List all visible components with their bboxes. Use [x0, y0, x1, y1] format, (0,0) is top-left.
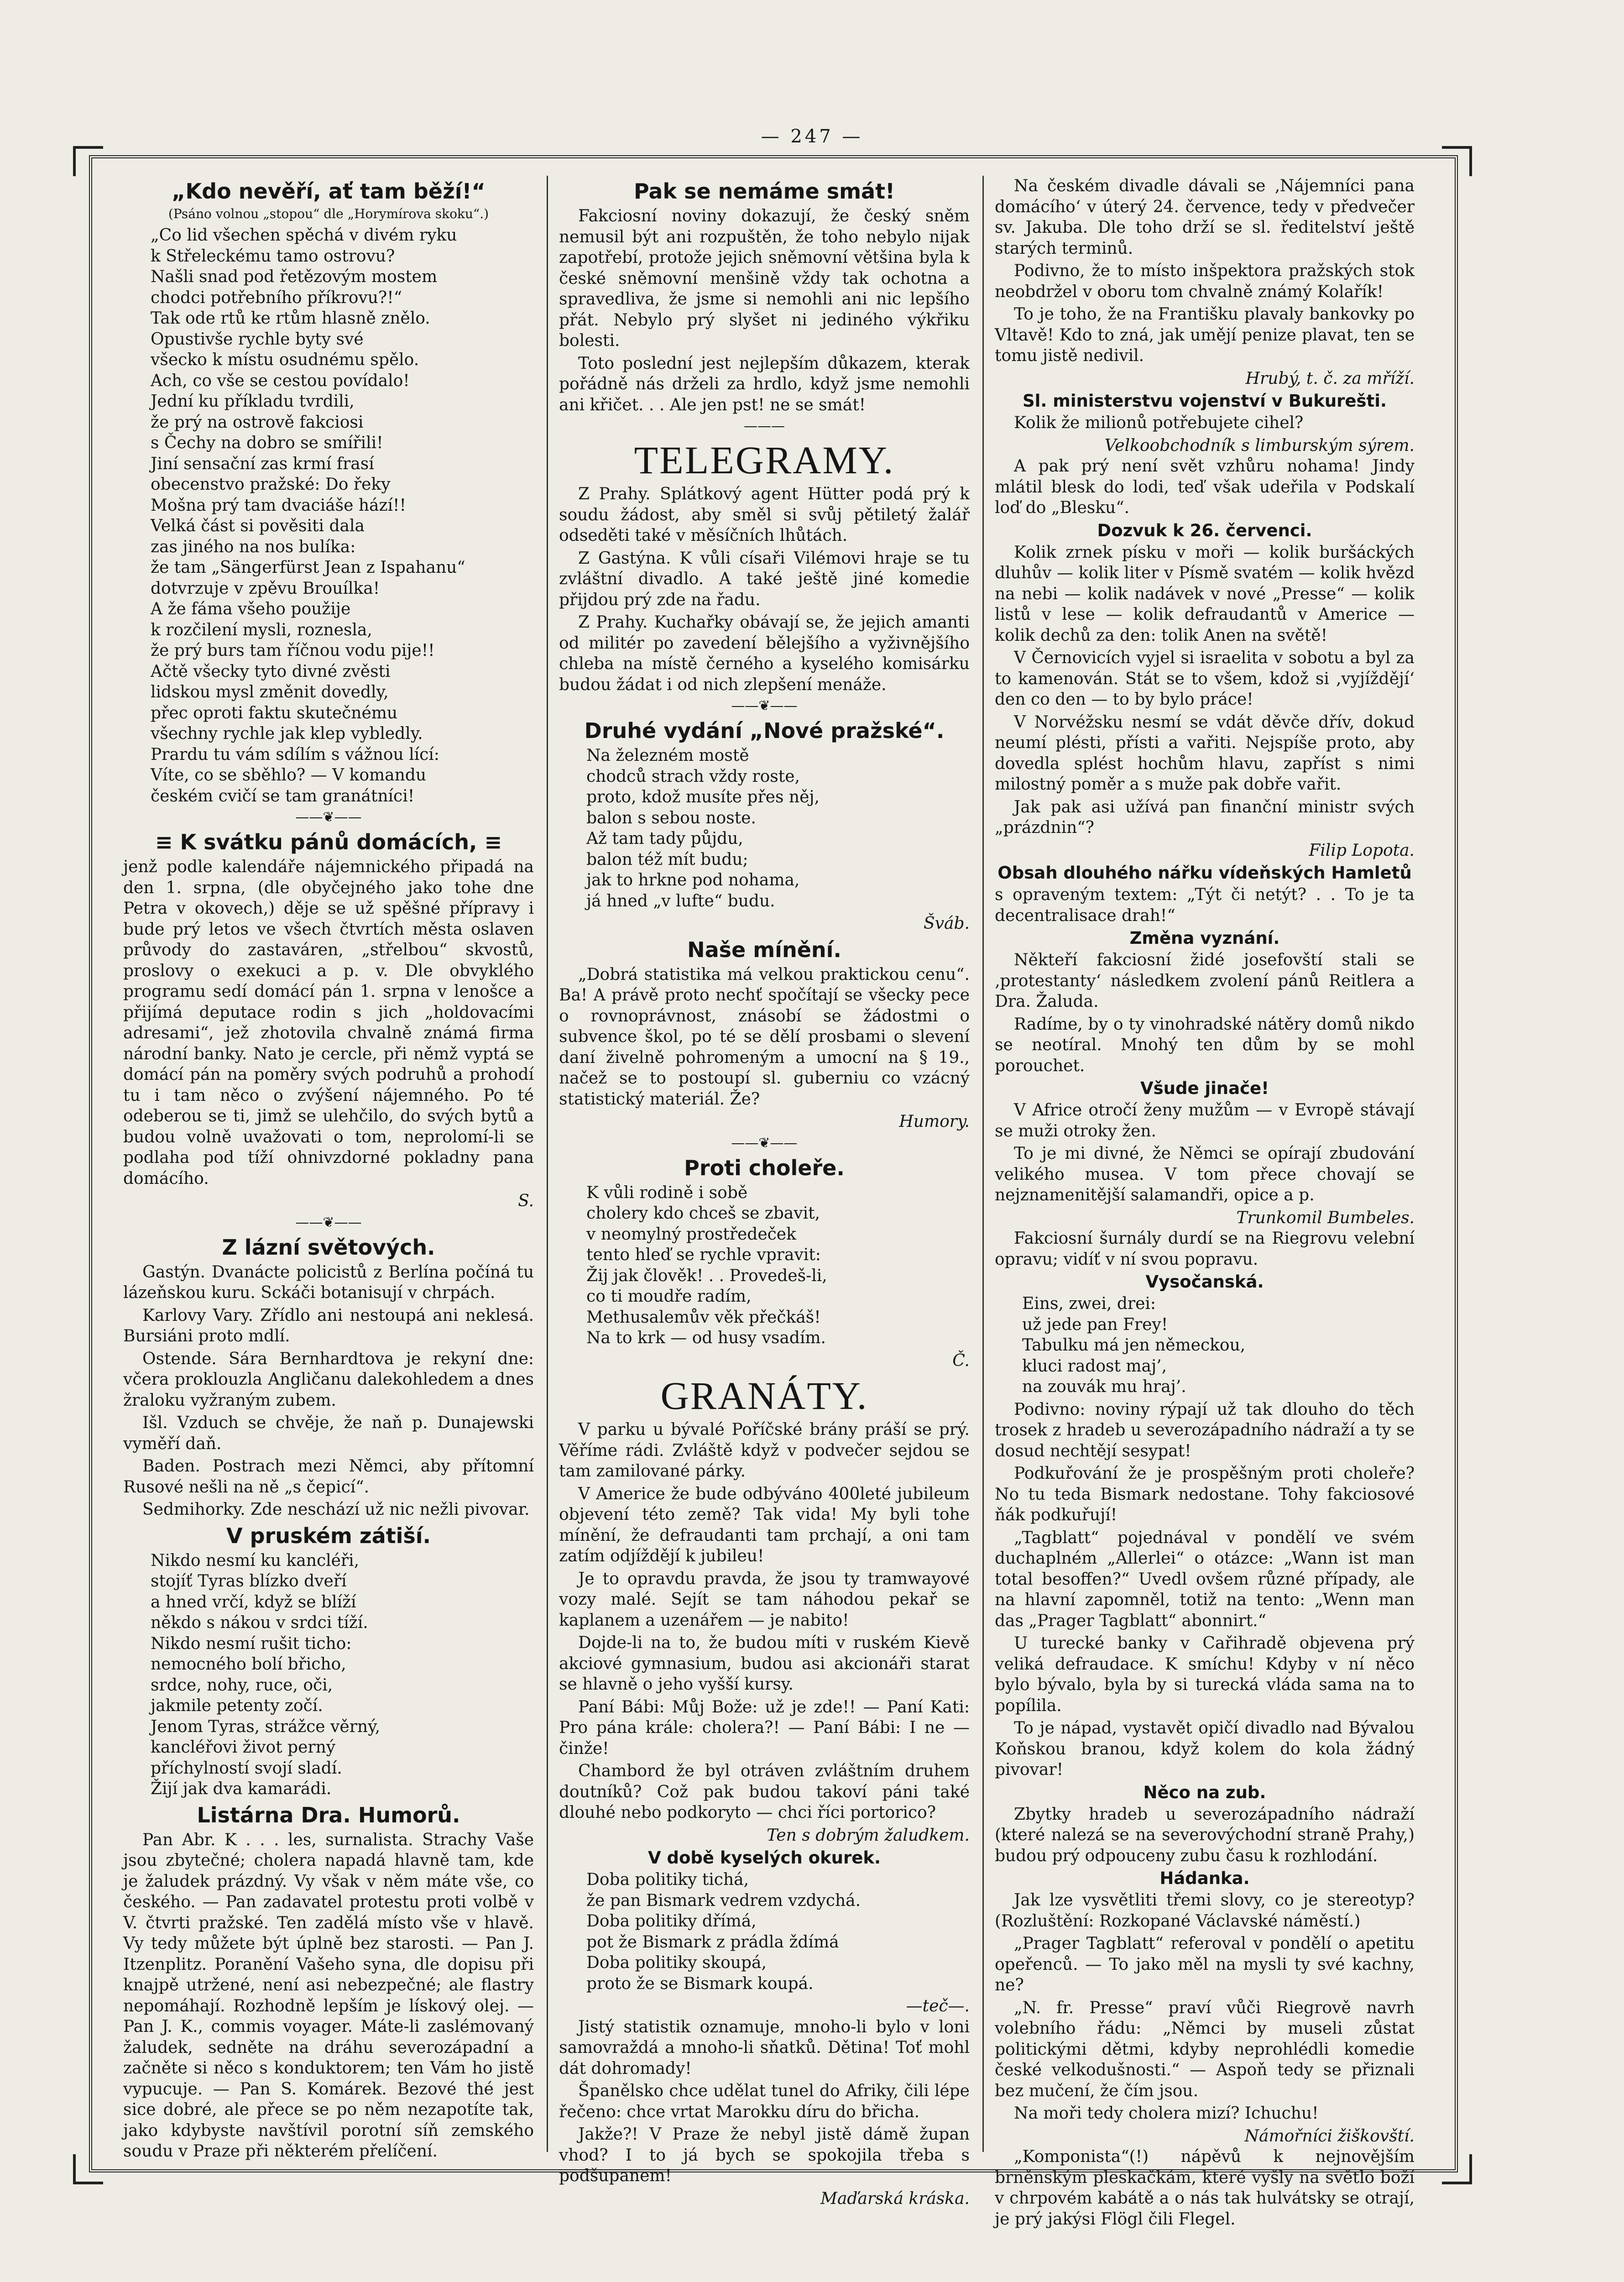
- verse-line: všecko k místu osudnému spělo.: [151, 351, 419, 369]
- poem-signature: —teč—.: [906, 1997, 970, 2015]
- spa-item: Karlovy Vary. Zřídlo ani nestoupá ani neklesá. Bursiáni proto mdlí.: [123, 1306, 534, 1345]
- verse-line: že prý burs tam říčnou vodu pije!!: [151, 641, 435, 660]
- verse-line: kluci radost maj’,: [1022, 1356, 1167, 1376]
- verse-line: proto, kdož musíte přes něj,: [586, 788, 820, 806]
- granaty-list: [559, 1419, 970, 1823]
- note-item: Podivno: noviny rýpají už tak dlouho do těch trosek z hradeb u severozápadního nádraží a ty se dosud nechtějí sesypat!: [995, 1400, 1415, 1460]
- note-confession: Někteří fakciosní židé josefovští stali se ‚protestanty‘ následkem zvolení pánů Reitlera a Dra. Žaluda.: [995, 951, 1415, 1011]
- verse-line: Velká část si pověsiti dala: [151, 517, 365, 535]
- section-title-vysocany: Vysočanská.: [1145, 1272, 1264, 1292]
- verse-line: chodců strach vždy roste,: [586, 767, 800, 786]
- spa-item: Sedmihorky. Zde neschází už nic nežli pivovar.: [142, 1500, 530, 1519]
- poem-title: „Kdo nevěří, ať tam běží!“: [172, 179, 486, 204]
- verse-line: Na železném mostě: [586, 746, 749, 765]
- verse-line: Ačtě všecky tyto divné zvěsti: [151, 662, 391, 681]
- section-title-everywhere: Všude jinače!: [1140, 1078, 1269, 1098]
- verse-line: „Co lid všechen spěchá v divém ryku: [151, 226, 457, 245]
- verse-line: Mošna prý tam dvaciáše hází!!: [151, 496, 406, 515]
- verse-line: Jiní sensační zas krmí frasí: [151, 454, 374, 473]
- verse-line: českém cvičí se tam granátníci!: [151, 786, 415, 806]
- section-title-opinion: Naše mínění.: [687, 937, 841, 962]
- spa-item: Gastýn. Dvanácte policistů z Berlína počíná tu lázeňskou kuru. Sckáči botanisují v chrpách.: [123, 1262, 534, 1302]
- verse-line: cholery kdo chceš se zbavit,: [586, 1204, 820, 1223]
- verse-line: s Čechy na dobro se smířili!: [151, 434, 383, 452]
- section-title-cucumbers: V době kyselých okurek.: [648, 1848, 881, 1868]
- section-title-landlords: ≡ K svátku pánů domácích, ≡: [155, 830, 502, 854]
- verse-line: K vůli rodině i sobě: [586, 1183, 748, 1202]
- section-title-ministry: Sl. ministerstvu vojenství v Bukurešti.: [1023, 391, 1387, 411]
- section-title-bite: Něco na zub.: [1143, 1782, 1266, 1802]
- verse-line: k rozčilení mysli, roznesla,: [151, 620, 372, 639]
- verse-line: Doba politiky tichá,: [586, 1870, 749, 1889]
- note-bite: Zbytky hradeb u severozápadního nádraží (které nalezá se na severovýchodní straně Prahy,) budou prý odpouceny zubu času k rozhlodání.: [995, 1805, 1415, 1865]
- section-title-confession: Změna vyznání.: [1129, 928, 1280, 948]
- note-everywhere-2: To je mi divné, že Němci se opírají zbudování velikého musea. V tom přece chovají se nejznamenitější salamandři, opice a p.: [995, 1144, 1415, 1204]
- page-number: — 247 —: [761, 126, 863, 147]
- granat-item: V Americe že bude odbýváno 400leté jubileum objevení této země? Tak vida! My byli tohe mínění, že defraudanti tam prchají, a oni tam zatím odjíždějí k jubileu!: [559, 1484, 970, 1565]
- article-signature: Ten s dobrým žaludkem.: [767, 1826, 970, 1845]
- verse-line: Víte, co se sběhlo? — V komandu: [151, 766, 427, 785]
- verse-line: už jede pan Frey!: [1022, 1315, 1168, 1334]
- verse-line: Žij jak člověk! . . Provedeš-li,: [586, 1266, 827, 1285]
- telegram-item: Z Prahy. Splátkový agent Hütter podá prý k soudu žádost, aby směl si svůj pětiletý žalář odseděti také v měsíčních lhůtách.: [559, 485, 970, 545]
- article-signature: Hrubý, t. č. za mříží.: [1245, 369, 1415, 388]
- ornament-divider: ——❦——: [731, 698, 798, 714]
- section-title-echo: Dozvuk k 26. červenci.: [1097, 520, 1312, 540]
- note-item: Na moři tedy cholera mizí? Ichuchu!: [1014, 2104, 1319, 2123]
- note-lightning: A pak prý není svět vzhůru nohama! Jindy mlátil blesk do lodi, teď však udeřila v Podskalí loď do „Blesku“.: [995, 457, 1415, 517]
- verse-line: na zouvák mu hraj’.: [1022, 1377, 1186, 1396]
- note-echo: Kolik zrnek písku v moři — kolik buršáckých dluhův — kolik liter v Písmě svatém — kolik hvězd na nebi — kolik nadávek v nové „Presse“ — kolik listů v lese — kolik defraudantů v Americe — kolik dechů za den: tolik Anen na světě!: [995, 543, 1415, 645]
- article-signature: Velkoobchodník s limburským sýrem.: [1104, 436, 1415, 455]
- section-title-prussia: V pruském zátiší.: [226, 1523, 431, 1548]
- verse-line: pot že Bismark z prádla ždímá: [586, 1932, 839, 1952]
- note-composer: „Komponista“(!) nápěvů k nejnovějším brněnským pleskačkám, které vyšly na světlo boží v chrpovém kabátě a o nás tak hulvátsky se otrají, je prý jakýsi Flögl čili Flegel.: [995, 2147, 1415, 2229]
- verse-line: obecenstvo pražské: Do řeky: [151, 475, 391, 494]
- frame-corner-top-left: [73, 146, 103, 176]
- verse-line: já hned „v lufte“ budu.: [586, 891, 775, 911]
- section-title-spas: Z lázní světových.: [222, 1235, 435, 1260]
- poem-verse: [123, 225, 534, 806]
- note-item: Na českém divadle dávali se ‚Nájemníci pana domácího‘ v úterý 24. července, tedy v předvečer sv. Jakuba. Dle toho drží se sl. ředitelství ještě starých terminů.: [995, 177, 1415, 258]
- article-signature: Maďarská kráska.: [820, 2189, 970, 2208]
- note-item: „N. fr. Presse“ praví vůči Riegrově navrh volebního řádu: „Němci by museli zůstat politickými dětmi, kdyby neprohlédli komedie české velkodušnosti.“ — Aspoň tedy se přiznali bez mučení, že čím jsou.: [995, 1998, 1415, 2100]
- verse-line: v neomylný prostředeček: [586, 1225, 796, 1244]
- granat-item: Dojde-li na to, že budou míti v ruském Kievě akciové gymnasium, budou asi akcionáři starat se hlavně o jeho vyšší kursy.: [559, 1633, 970, 1694]
- section-title-letters: Listárna Dra. Humorů.: [197, 1802, 460, 1827]
- granat-item: Jakže?! V Praze že nebyl jistě dámě župan vhod? I to já bych se spokojila třeba s podšupanem!: [559, 2125, 970, 2185]
- ornament-divider: ———: [744, 418, 785, 434]
- verse-line: Tak ode rtů ke rtům hlasně znělo.: [151, 309, 430, 328]
- verse-line: proto že se Bismark koupá.: [586, 1974, 814, 1993]
- verse-line: jakmile petenty zočí.: [151, 1696, 323, 1715]
- article-laugh-2: Toto poslední jest nejlepším důkazem, kterak pořádně nás drželi za hrdlo, když jsme nemohli ani křičet. . . Ale jen pst! ne se smát!: [559, 354, 970, 414]
- verse-line: Methusalemův věk přečkáš!: [586, 1308, 821, 1327]
- note-item: V Černovicích vyjel si israelita v sobotu a byl za to kamenován. Stát se to všem, kdož si ‚vyjíždějí‘ den co den — to by bylo práce!: [995, 649, 1415, 709]
- verse-line: zas jiného na nos bulíka:: [151, 537, 356, 556]
- note-item: „Tagblatt“ pojednával v pondělí ve svém duchaplném „Allerlei“ o otázce: „Wann ist man total besoffen?“ Uvedl ovšem různé případy, ale na hlavní zapomněl, totiž na tento: „Wenn man das „Prager Tagblatt“ abonnirt.“: [995, 1528, 1415, 1630]
- frame-corner-bottom-left: [73, 2154, 103, 2184]
- article-signature: Námořníci žiškovští.: [1244, 2126, 1415, 2146]
- note-riddle: Jak lze vysvětliti třemi slovy, co je stereotyp? (Rozluštění: Rozkopané Václavské náměstí.): [995, 1891, 1415, 1931]
- section-title-laugh: Pak se nemáme smát!: [633, 179, 895, 204]
- section-title-telegrams: TELEGRAMY.: [634, 438, 895, 482]
- poem-verse: [559, 1869, 970, 1994]
- verse-line: kancléřovi život perný: [151, 1738, 336, 1757]
- verse-line: tento hleď se rychle vpravit:: [586, 1246, 821, 1264]
- poem-signature: Č.: [952, 1351, 970, 1370]
- note-everywhere-3: Fakciosní šurnály durdí se na Riegrovu velební opravu; vidíť v ní svou popravu.: [995, 1229, 1415, 1269]
- notes-list: [995, 1399, 1415, 1780]
- poem-signature: Šváb.: [924, 914, 970, 933]
- verse-line: Na to krk — od husy vsadím.: [586, 1329, 826, 1347]
- verse-line: že prý na ostrově fakciosi: [151, 413, 364, 432]
- frame-corner-top-right: [1442, 146, 1472, 176]
- verse-line: Našli snad pod řetězovým mostem: [151, 267, 438, 286]
- notes-list: [995, 176, 1415, 366]
- note-item: To je toho, že na Františku plavaly bankovky po Vltavě! Kdo to zná, jak umějí penize plavat, ten se tomu jistě nedivil.: [995, 305, 1415, 365]
- granaty-list-2: [559, 2017, 970, 2187]
- frame-corner-bottom-right: [1442, 2154, 1472, 2184]
- telegram-list: [559, 484, 970, 695]
- verse-line: balon též mít budu;: [586, 850, 748, 869]
- verse-line: stojíť Tyras blízko dveří: [151, 1572, 347, 1591]
- notes-list: [995, 1933, 1415, 2124]
- verse-line: Doba politiky skoupá,: [586, 1953, 767, 1972]
- verse-line: Opustivše rychle byty své: [151, 330, 364, 349]
- poem-verse: [559, 745, 970, 911]
- granat-item: V parku u bývalé Poříčské brány práší se prý. Věříme rádi. Zvláště když v podvečer sejdou se tam zamilované párky.: [559, 1420, 970, 1481]
- poem-verse: [559, 1183, 970, 1349]
- article-opinion: „Dobrá statistika má velkou praktickou cenu“. Ba! A právě proto nechť spočítají se všecky pece o rovnoprávnost, znásobí se žádostmi o subvence škol, po té se dělí prosbami o slevení daní živelně pohromeným a umocní na § 19., načež se to postoupí sl. guberniu co vzácný statistický materiál. Že?: [559, 965, 970, 1109]
- ornament-divider: ——❦——: [295, 1214, 362, 1230]
- verse-line: Jenom Tyras, strážce věrný,: [151, 1717, 381, 1736]
- verse-line: chodci potřebního příkrovu?!“: [151, 288, 402, 307]
- note-item: Podivno, že to místo inšpektora pražských stok neobdržel v oboru tom chvalně známý Kolařík!: [995, 262, 1415, 301]
- section-title-hamlets: Obsah dlouhého nářku vídeňských Hamletů: [997, 863, 1412, 883]
- verse-line: dotvrzuje v zpěvu Brouílka!: [151, 579, 380, 598]
- poem-verse: [995, 1293, 1415, 1397]
- verse-line: někdo s nákou v srdci tíží.: [151, 1613, 368, 1632]
- spa-list: [123, 1262, 534, 1520]
- verse-line: příchylností svojí sladí.: [151, 1759, 342, 1778]
- article-signature: Filip Lopota.: [1309, 841, 1415, 860]
- note-ministry: Kolik že milionů potřebujete cihel?: [1014, 413, 1304, 432]
- verse-line: Ach, co vše se cestou povídalo!: [151, 371, 410, 390]
- verse-line: Žijí jak dva kamarádi.: [151, 1780, 332, 1798]
- verse-line: Tabulku má jen německou,: [1022, 1336, 1246, 1355]
- note-item: Jak pak asi užívá pan finanční ministr svých „prázdnin“?: [995, 797, 1415, 837]
- spa-item: Išl. Vzduch se chvěje, že naň p. Dunajewski vyměří daň.: [123, 1413, 534, 1453]
- column-rule-2: [982, 176, 984, 2152]
- verse-line: balon s sebou noste.: [586, 808, 756, 827]
- verse-line: nemocného bolí břicho,: [151, 1655, 346, 1674]
- verse-line: Nikdo nesmí ku kancléři,: [151, 1551, 360, 1570]
- article-letters: Pan Abr. K . . . les, surnalista. Strachy Vaše jsou zbytečné; cholera napadá hlavně tam, kde je žaludek prázdný. Vy však v něm máte vše, co českého. — Pan zadavatel protestu proti volbě v V. čtvrti pražské. Ten zadělá místo vše v hlavě. Vy tedy můžete být úplně bez starosti. — Pan J. Itzenplitz. Poranění Vašeho syna, dle dopisu při knajpě utržené, není asi nebezpečné; ale flastry nepomáhají. Rozhodně lepším je lískový olej. — Pan J. K., commis voyager. Máte-li zaslémovaný žaludek, sedněte na dráhu severozápadní a začněte si něco s konduktorem; ten Vám ho jistě vypucuje. — Pan S. Komárek. Bezové thé jest sice dobré, ale přece se po něm nezapotíte tak, jako kdybyste navštívil porotní síň zemského soudu v Praze při některém přelíčení.: [123, 1830, 534, 2161]
- spa-item: Baden. Postrach mezi Němci, aby přítomní Rusové nešli na ně „s čepicí“.: [123, 1457, 534, 1497]
- ornament-divider: ——❦——: [295, 809, 362, 825]
- verse-line: Jední ku příkladu tvrdili,: [151, 392, 355, 411]
- section-title-second-edition: Druhé vydání „Nové pražské“.: [584, 718, 945, 743]
- verse-line: A že fáma všeho použije: [151, 600, 351, 618]
- ornament-divider: ——❦——: [731, 1135, 798, 1151]
- verse-line: a hned vrčí, když se blíží: [151, 1592, 356, 1612]
- note-item: Podkuřování že je prospěšným proti choleře? No tu teda Bismark nedostane. Tohy fakciosové ňák podkuřují!: [995, 1464, 1415, 1524]
- verse-line: k Střeleckému tamo ostrovu?: [151, 246, 395, 266]
- verse-line: Doba politiky dřímá,: [586, 1912, 757, 1931]
- granat-item: Španělsko chce udělat tunel do Afriky, čili lépe řečeno: chce vrtat Marokku díru do břicha.: [559, 2082, 970, 2121]
- note-item: To je nápad, vystavět opičí divadlo nad Bývalou Koňskou branou, když kolem do kola žádný pivovar!: [995, 1719, 1415, 1779]
- note-hamlets: s opraveným textem: „Týt či netýt? . . To je ta decentralisace drah!“: [995, 885, 1415, 925]
- notes-list: [995, 648, 1415, 838]
- article-signature: Trunkomil Bumbeles.: [1236, 1208, 1415, 1227]
- verse-line: že pan Bismark vedrem vzdychá.: [586, 1891, 861, 1910]
- article-signature: S.: [518, 1192, 534, 1210]
- column-2: [559, 176, 970, 2208]
- note-item: U turecké banky v Cařihradě objevena prý veliká defraudace. K smíchu! Kdyby v ní něco bylo bývalo, byla by si turecká vláda sama na to popílila.: [995, 1634, 1415, 1715]
- section-title-riddle: Hádanka.: [1159, 1869, 1250, 1888]
- verse-line: že tam „Sängerfürst Jean z Ispahanu“: [151, 558, 465, 577]
- telegram-item: Z Gastýna. K vůli císaři Vilémovi hraje se tu zvláštní divadlo. A také ještě jiné komedie přijdou prý zde na řadu.: [559, 549, 970, 609]
- column-rule-1: [547, 176, 548, 2152]
- granat-item: Paní Bábi: Můj Bože: už je zde!! — Paní Kati: Pro pána krále: cholera?! — Paní Bábi: I ne — činže!: [559, 1697, 970, 1758]
- granat-item: Je to opravdu pravda, že jsou ty tramwayové vozy malé. Sejít se tam náhodou pekař se kaplanem a uzenářem — je nabito!: [559, 1569, 970, 1630]
- article-signature: Humory.: [899, 1112, 970, 1131]
- verse-line: Nikdo nesmí rušit ticho:: [151, 1634, 352, 1653]
- verse-line: srdce, nohy, ruce, oči,: [151, 1675, 333, 1695]
- verse-line: co ti moudře radím,: [586, 1287, 752, 1306]
- article-laugh: Fakciosní noviny dokazují, že český sněm nemusil být ani rozpuštěn, že toho nebylo nijak zapotřebí, protože jejich sněmovní většina byla k české sněmovní menšině vždy tak ochotna a spravedliva, že jsme si nemohli ani nic lepšího přát. Nebylo prý slyšet ni jediného výkřiku bolesti.: [559, 207, 970, 350]
- granat-item: Jistý statistik oznamuje, mnoho-li bylo v loni samovraždá a mnoho-li sňatků. Dětina! Toť mohl dát dohromady!: [559, 2017, 970, 2078]
- verse-line: Prardu tu vám sdílím s vážnou lící:: [151, 745, 439, 764]
- verse-line: lidskou mysl změnit dovedly,: [151, 683, 389, 701]
- note-everywhere: V Africe otročí ženy mužům — v Evropě stávají se muži otroky žen.: [995, 1101, 1415, 1141]
- note-confession-2: Radíme, by o ty vinohradské nátěry domů nikdo se neotíral. Mnohý ten dům by se mohl porouchet.: [995, 1015, 1415, 1075]
- note-item: „Prager Tagblatt“ referoval v pondělí o apetitu opeřenců. — To jako měl na mysli ty své kachny, ne?: [995, 1934, 1415, 1994]
- spa-item: Ostende. Sára Bernhardtova je rekyní dne: včera proklouzla Angličanu dalekohledem a dnes žraloku vyžraným zubem.: [123, 1349, 534, 1410]
- poem-subtitle: (Psáno volnou „stopou“ dle „Horymírova skoku“.): [168, 206, 489, 221]
- verse-line: přec oproti faktu skutečnému: [151, 703, 398, 722]
- section-title-granaty: GRANÁTY.: [660, 1374, 868, 1418]
- section-title-cholera: Proti choleře.: [684, 1155, 845, 1180]
- verse-line: Až tam tady půjdu,: [586, 829, 743, 848]
- column-3: [995, 176, 1415, 2229]
- telegram-item: Z Prahy. Kuchařky obávají se, že jejich amanti od militér po zavedení bělejšího a vyživnějšího chleba na místě černého a kyselého komisárku budou žádat i od nich zlepšení menáže.: [559, 613, 970, 694]
- column-1: [123, 176, 534, 2161]
- verse-line: Eins, zwei, drei:: [1022, 1294, 1156, 1313]
- verse-line: jak to hrkne pod nohama,: [586, 871, 800, 890]
- verse-line: všechny rychle jak klep vybledly.: [151, 724, 423, 743]
- article-landlords: jenž podle kalendáře nájemnického připadá na den 1. srpna, (dle obyčejného jako tohe dne Petra v okovech,) děje se už spěšné přípravy i bude prý letos ve všech čtvrtích města oslaven průvody do zastaváren, „střelbou“ skvostů, proslovy o exekuci a p. v. Dle obvyklého programu sedí domácí pán 1. srpna v lenošce a přijímá deputace rodin s jich „holdovacími adresami“, jež zhotovila chvalně známá firma národní banky. Nato je cercle, při němž vyptá se domácí pán na poměry svých podruhů a prohodí tu i tam něco o zvýšení nájemného. Po té odeberou se ti, jimž se ulehčilo, do svých bytů a budou volně uvažovati o tom, neprolomí-li se podlaha pod tíží ohnivzdorné pokladny pana domácího.: [123, 858, 534, 1188]
- poem-verse: [123, 1550, 534, 1800]
- note-item: V Norvéžsku nesmí se vdát děvče dřív, dokud neumí plésti, přísti a vařiti. Nejspíše proto, aby dovedla splést hochům hlavu, zapříst s nimi milostný poměr a s muže pak dobře vařit.: [995, 712, 1415, 794]
- granat-item: Chambord že byl otráven zvláštním druhem doutníků? Což pak budou takoví páni také dlouhé nebo podkoryto — chci říci portorico?: [559, 1762, 970, 1822]
